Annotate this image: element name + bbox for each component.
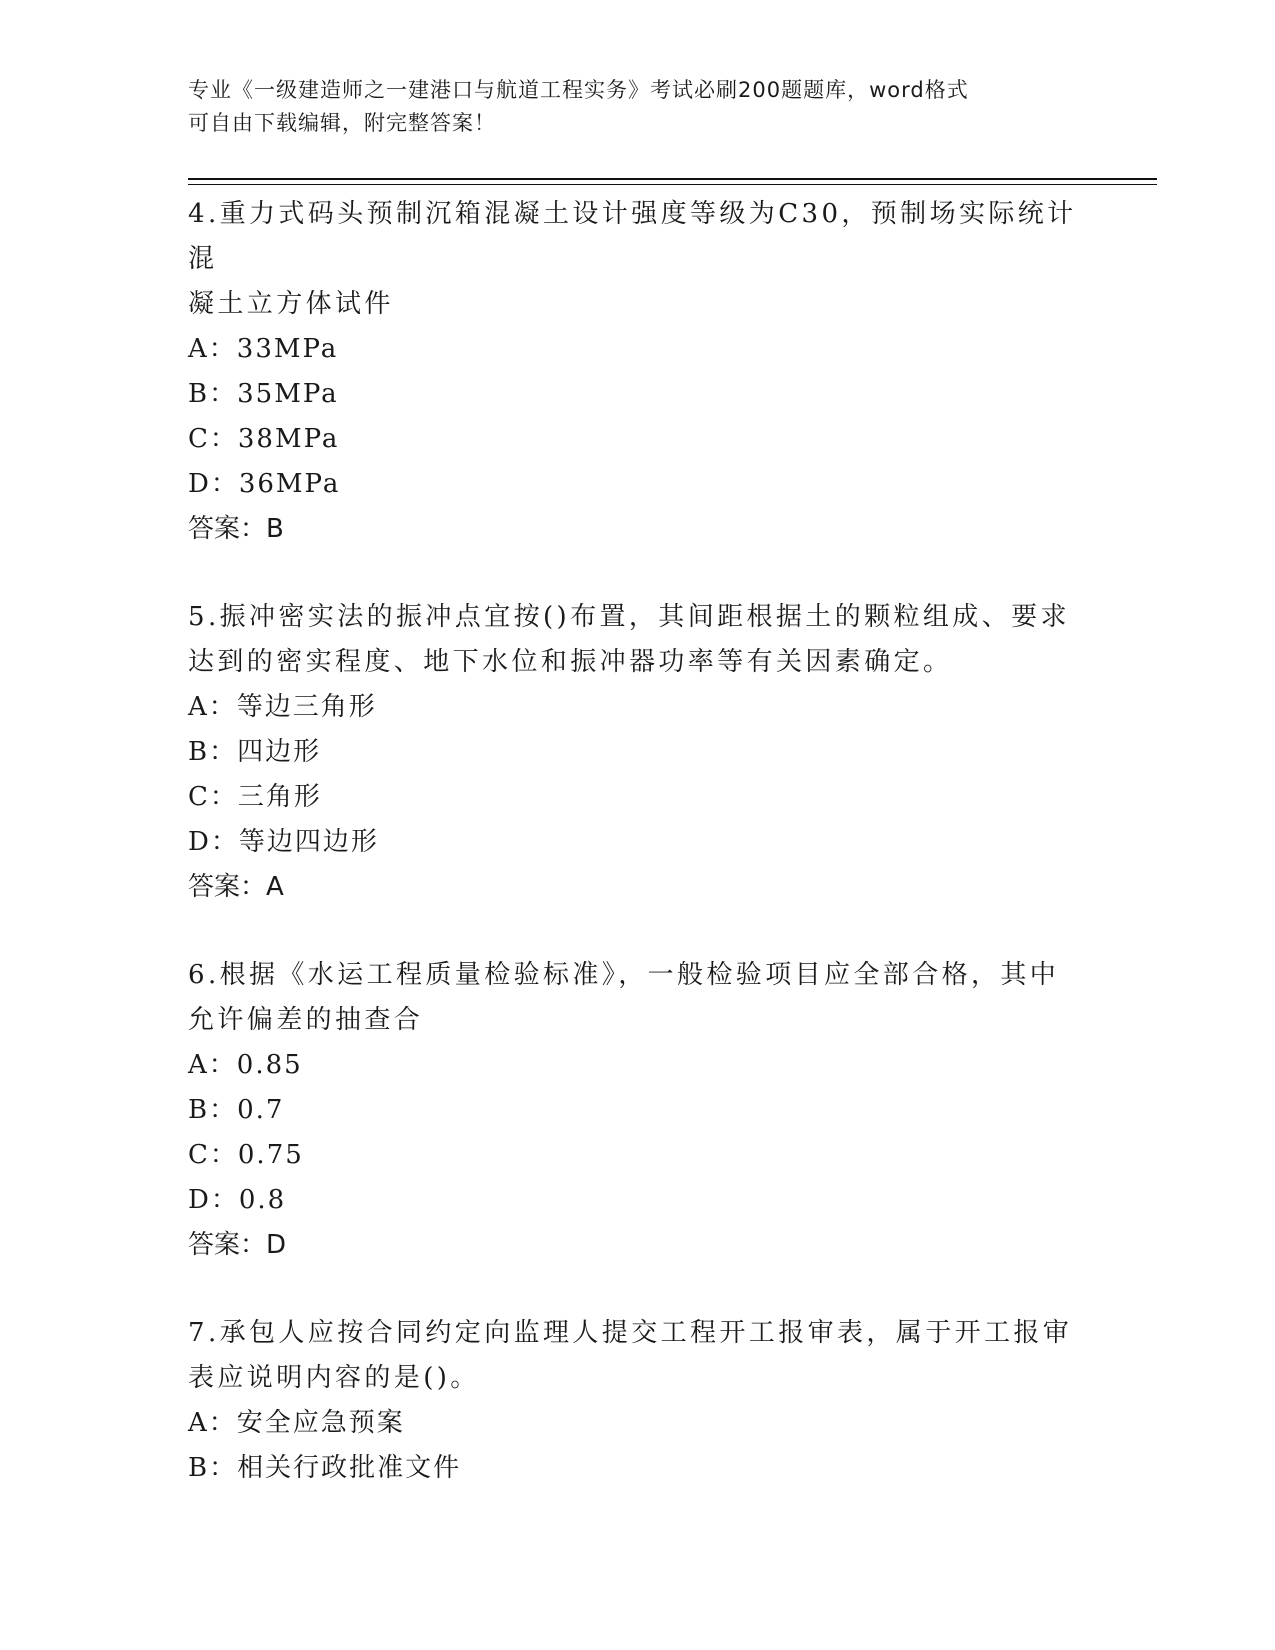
question-6	[188, 953, 1088, 1267]
option-a: A：0.85	[188, 1050, 303, 1080]
question-stem: 6.根据《水运工程质量检验标准》，一般检验项目应全部合格，其中	[188, 960, 1060, 990]
question-stem: 7.承包人应按合同约定向监理人提交工程开工报审表，属于开工报审	[188, 1318, 1073, 1348]
question-stem-continued: 凝土立方体试件	[188, 289, 394, 319]
option-b: B：四边形	[188, 737, 322, 767]
option-d: D：等边四边形	[188, 827, 379, 857]
question-stem: 5.振冲密实法的振冲点宜按()布置，其间距根据土的颗粒组成、要求	[188, 602, 1070, 632]
question-stem-continued: 表应说明内容的是()。	[188, 1363, 480, 1393]
option-b: B：35MPa	[188, 379, 339, 409]
header-line-1: 专业《一级建造师之一建港口与航道工程实务》考试必刷200题题库，word格式	[188, 78, 969, 102]
answer-line: 答案：B	[188, 514, 284, 544]
option-c: C：38MPa	[188, 424, 340, 454]
question-stem-continued: 达到的密实程度、地下水位和振冲器功率等有关因素确定。	[188, 647, 953, 677]
question-list	[188, 192, 1088, 1535]
question-5	[188, 595, 1088, 909]
document-header	[188, 74, 1088, 140]
question-4	[188, 192, 1088, 551]
option-d: D：36MPa	[188, 469, 341, 499]
header-line-2: 可自由下载编辑，附完整答案！	[188, 111, 496, 135]
question-7	[188, 1311, 1088, 1491]
option-b: B：相关行政批准文件	[188, 1453, 462, 1483]
answer-line: 答案：D	[188, 1230, 287, 1260]
option-a: A：等边三角形	[188, 692, 377, 722]
option-b: B：0.7	[188, 1095, 285, 1125]
header-divider-thick	[188, 178, 1157, 180]
answer-line: 答案：A	[188, 872, 284, 902]
question-stem-continued: 允许偏差的抽查合	[188, 1005, 424, 1035]
header-divider-thin	[188, 184, 1157, 185]
question-stem: 4.重力式码头预制沉箱混凝土设计强度等级为C30，预制场实际统计混	[188, 199, 1077, 274]
option-a: A：33MPa	[188, 334, 339, 364]
option-c: C：0.75	[188, 1140, 304, 1170]
option-c: C：三角形	[188, 782, 322, 812]
option-d: D：0.8	[188, 1185, 287, 1215]
option-a: A：安全应急预案	[188, 1408, 405, 1438]
